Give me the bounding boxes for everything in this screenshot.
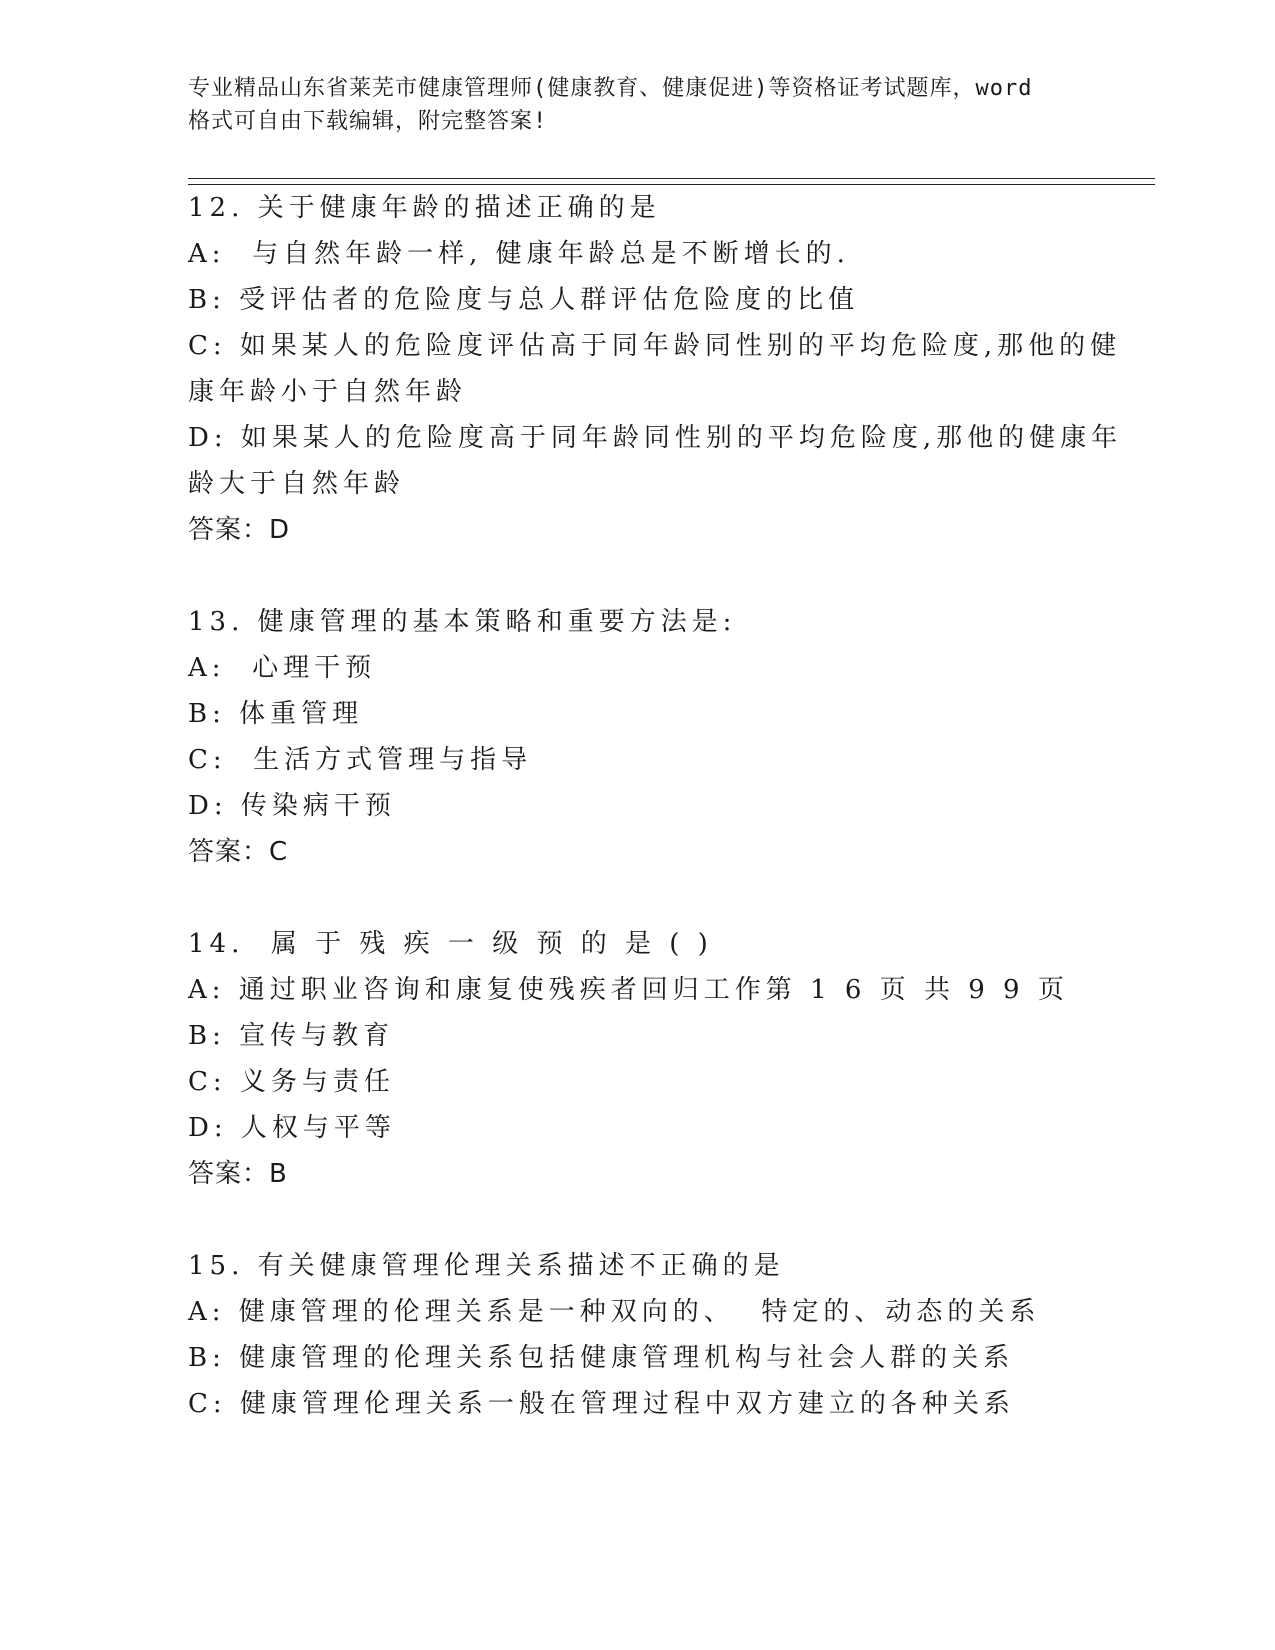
spacer: [188, 1197, 1148, 1243]
option-a: A: 健康管理的伦理关系是一种双向的、 特定的、动态的关系: [188, 1297, 1041, 1327]
option-a: A: 心理干预: [188, 653, 377, 683]
option-a: A: 与自然年龄一样, 健康年龄总是不断增长的.: [188, 239, 850, 269]
question-stem: 13. 健康管理的基本策略和重要方法是:: [188, 607, 737, 637]
answer: 答案：C: [188, 837, 289, 867]
option-d: D: 如果某人的危险度高于同年龄同性别的平均危险度,那他的健康年: [188, 423, 1123, 453]
document-header: [188, 72, 1088, 138]
option-c: C: 健康管理伦理关系一般在管理过程中双方建立的各种关系: [188, 1389, 1015, 1419]
option-c: C: 如果某人的危险度评估高于同年龄同性别的平均危险度,那他的健: [188, 331, 1122, 361]
option-d: D: 传染病干预: [188, 791, 396, 821]
question-15: [188, 1243, 1148, 1427]
option-c: C: 生活方式管理与指导: [188, 745, 533, 775]
spacer: [188, 875, 1148, 921]
spacer: [188, 553, 1148, 599]
option-b: B: 体重管理: [188, 699, 364, 729]
question-stem: 12. 关于健康年龄的描述正确的是: [188, 193, 661, 223]
question-list: [188, 185, 1148, 1427]
question-13: [188, 599, 1148, 875]
answer: 答案：B: [188, 1159, 288, 1189]
question-stem: 14. 属 于 残 疾 一 级 预 的 是 ( ): [188, 929, 713, 959]
option-d-continued: 龄大于自然年龄: [188, 469, 406, 499]
option-b: B: 受评估者的危险度与总人群评估危险度的比值: [188, 285, 860, 315]
option-d: D: 人权与平等: [188, 1113, 396, 1143]
option-c-continued: 康年龄小于自然年龄: [188, 377, 468, 407]
question-12: [188, 185, 1148, 553]
header-divider-top: [188, 178, 1155, 179]
option-b: B: 健康管理的伦理关系包括健康管理机构与社会人群的关系: [188, 1343, 1015, 1373]
option-b: B: 宣传与教育: [188, 1021, 395, 1051]
header-line-1: 专业精品山东省莱芜市健康管理师(健康教育、健康促进)等资格证考试题库，word: [188, 76, 1033, 101]
answer: 答案：D: [188, 515, 291, 545]
option-c: C: 义务与责任: [188, 1067, 395, 1097]
question-14: [188, 921, 1148, 1197]
question-stem: 15. 有关健康管理伦理关系描述不正确的是: [188, 1251, 785, 1281]
option-a: A: 通过职业咨询和康复使残疾者回归工作第 1 6 页 共 9 9 页: [188, 975, 1069, 1005]
header-line-2: 格式可自由下载编辑，附完整答案!: [188, 109, 548, 134]
